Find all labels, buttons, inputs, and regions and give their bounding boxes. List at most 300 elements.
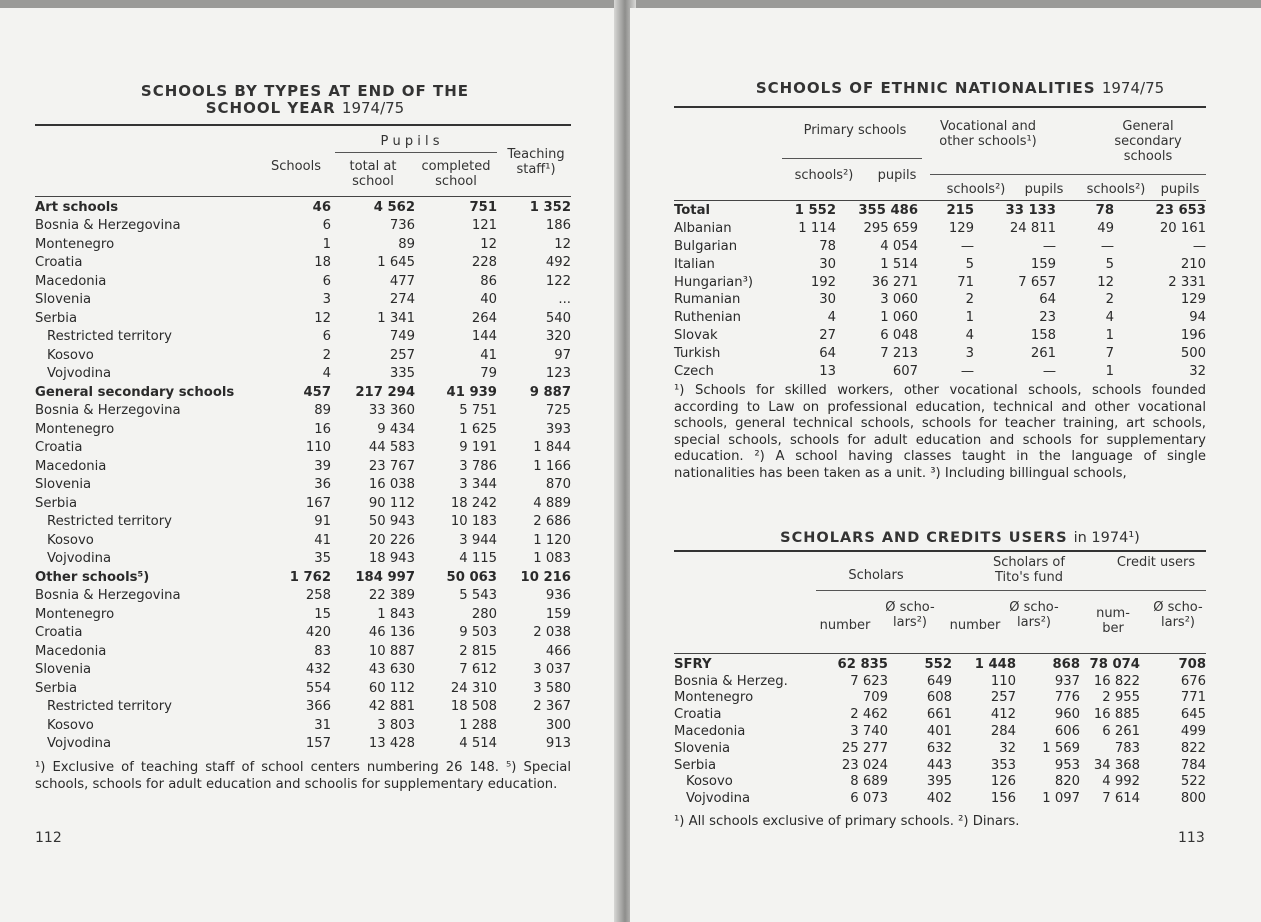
cell-value: 725	[545, 403, 571, 419]
cell-value: 9 191	[459, 440, 497, 456]
cell-value: 608	[926, 690, 952, 706]
cell-value: 284	[990, 724, 1016, 740]
cell-value: 32	[1189, 363, 1206, 379]
cell-value: 24 310	[450, 680, 497, 696]
row-label: Vojvodina	[686, 791, 751, 807]
row-label: Serbia	[35, 495, 78, 511]
cell-value: ...	[558, 292, 571, 308]
header-credit: Credit users	[1116, 555, 1196, 570]
cell-value: 36 271	[871, 274, 918, 290]
table-row	[35, 661, 571, 680]
row-label: Hungarian³)	[674, 274, 754, 290]
header-general-schools: schools²)	[1086, 182, 1146, 197]
cell-value: —	[1192, 238, 1206, 254]
cell-value: 776	[1054, 690, 1080, 706]
sub-header-line	[930, 174, 1206, 175]
cell-value: 78	[819, 238, 836, 254]
row-label: Montenegro	[35, 236, 115, 252]
cell-value: 3	[965, 345, 974, 361]
cell-value: 7 623	[850, 673, 888, 689]
cell-value: 661	[926, 707, 952, 723]
cell-value: 50 063	[446, 569, 497, 585]
cell-value: 3 803	[377, 717, 415, 733]
row-label: Slovenia	[35, 477, 92, 493]
cell-value: 3 037	[533, 662, 571, 678]
cell-value: 4 889	[533, 495, 571, 511]
table-row	[35, 291, 571, 310]
cell-value: 83	[314, 643, 331, 659]
cell-value: 4 115	[459, 551, 497, 567]
header-number-2: number	[949, 618, 1001, 633]
cell-value: 44 583	[368, 440, 415, 456]
cell-value: 31	[314, 717, 331, 733]
cell-value: 40	[480, 292, 497, 308]
pupils-header-line	[335, 152, 497, 153]
cell-value: 89	[398, 236, 415, 252]
table-row	[674, 690, 1206, 707]
cell-value: 16 038	[368, 477, 415, 493]
left-footnote: ¹) Exclusive of teaching staff of school centers numbering 26 148. ⁵) Special schools, schools for adult education and schoolis for supplementary education.	[35, 760, 571, 792]
cell-value: 64	[819, 345, 836, 361]
scholars-header-line	[816, 590, 1206, 591]
cell-value: 1 166	[533, 458, 571, 474]
right-footnote2: ¹) All schools exclusive of primary schools. ²) Dinars.	[674, 814, 1020, 829]
cell-value: 16 885	[1093, 707, 1140, 723]
cell-value: 466	[545, 643, 571, 659]
row-label: Serbia	[35, 310, 78, 326]
cell-value: 94	[1189, 310, 1206, 326]
cell-value: 34 368	[1093, 757, 1140, 773]
row-label: Kosovo	[47, 347, 94, 363]
cell-value: 1 448	[974, 656, 1016, 672]
header-number-3: num-ber	[1096, 606, 1130, 636]
table-row	[35, 254, 571, 273]
cell-value: 913	[545, 736, 571, 752]
cell-value: 184 997	[355, 569, 415, 585]
cell-value: 62 835	[837, 656, 888, 672]
cell-value: 1 645	[377, 255, 415, 271]
cell-value: 1 083	[533, 551, 571, 567]
table-row	[35, 272, 571, 291]
row-label: Slovenia	[35, 292, 92, 308]
cell-value: 90 112	[368, 495, 415, 511]
row-label: Vojvodina	[47, 366, 112, 382]
right-header-rule2	[674, 653, 1206, 654]
cell-value: 217 294	[355, 384, 415, 400]
row-label: Bosnia & Herzeg.	[674, 673, 788, 689]
cell-value: 953	[1054, 757, 1080, 773]
cell-value: 1	[322, 236, 331, 252]
cell-value: 5 543	[459, 588, 497, 604]
cell-value: 1 625	[459, 421, 497, 437]
cell-value: 6 048	[880, 327, 918, 343]
row-label: Bulgarian	[674, 238, 738, 254]
header-general-pupils: pupils	[1160, 182, 1200, 197]
cell-value: 49	[1097, 221, 1114, 237]
cell-value: 412	[990, 707, 1016, 723]
cell-value: 800	[1180, 791, 1206, 807]
header-tito: Scholars of Tito's fund	[993, 555, 1065, 585]
cell-value: 91	[314, 514, 331, 530]
cell-value: 1 552	[794, 203, 836, 219]
cell-value: 7	[1105, 345, 1114, 361]
cell-value: 402	[926, 791, 952, 807]
header-vocational-pupils: pupils	[1024, 182, 1064, 197]
cell-value: 23	[1039, 310, 1056, 326]
row-label: Slovenia	[35, 662, 92, 678]
left-table	[35, 198, 571, 753]
cell-value: 129	[948, 221, 974, 237]
cell-value: 33 133	[1005, 203, 1056, 219]
cell-value: 110	[990, 673, 1016, 689]
table-row	[674, 255, 1206, 273]
cell-value: 2 331	[1168, 274, 1206, 290]
cell-value: 443	[926, 757, 952, 773]
cell-value: 1 762	[289, 569, 331, 585]
right-header-rule	[674, 200, 1206, 201]
cell-value: 210	[1180, 256, 1206, 272]
row-label: Italian	[674, 256, 715, 272]
cell-value: 30	[819, 256, 836, 272]
header-ash-3: Ø scho-lars²)	[1153, 600, 1203, 630]
table-row	[674, 291, 1206, 309]
right-title2-text: SCHOLARS AND CREDITS USERS	[780, 530, 1068, 546]
table-row	[674, 273, 1206, 291]
right-title	[690, 80, 1230, 97]
cell-value: —	[1042, 363, 1056, 379]
cell-value: 32	[999, 740, 1016, 756]
cell-value: 477	[389, 273, 415, 289]
table-row	[35, 309, 571, 328]
row-label: Other schools⁵)	[35, 569, 150, 585]
cell-value: 522	[1180, 774, 1206, 790]
cell-value: 1 097	[1042, 791, 1080, 807]
cell-value: 784	[1180, 757, 1206, 773]
cell-value: 36	[314, 477, 331, 493]
cell-value: 6 073	[850, 791, 888, 807]
table-row	[35, 494, 571, 513]
cell-value: 645	[1180, 707, 1206, 723]
cell-value: 295 659	[863, 221, 918, 237]
cell-value: 7 213	[880, 345, 918, 361]
cell-value: 192	[810, 274, 836, 290]
col-header-schools: Schools	[271, 159, 321, 174]
cell-value: 749	[389, 329, 415, 345]
cell-value: —	[960, 363, 974, 379]
cell-value: 771	[1180, 690, 1206, 706]
cell-value: —	[1042, 238, 1056, 254]
cell-value: 2 686	[533, 514, 571, 530]
cell-value: 1 120	[533, 532, 571, 548]
left-top-rule	[35, 124, 571, 126]
cell-value: 5 751	[459, 403, 497, 419]
cell-value: 552	[924, 656, 952, 672]
cell-value: 3	[322, 292, 331, 308]
row-label: Croatia	[35, 255, 83, 271]
cell-value: 30	[819, 292, 836, 308]
cell-value: 2	[1105, 292, 1114, 308]
cell-value: 27	[819, 327, 836, 343]
table-row	[674, 723, 1206, 740]
cell-value: 607	[892, 363, 918, 379]
table-row	[35, 735, 571, 754]
cell-value: 7 657	[1018, 274, 1056, 290]
cell-value: 4 054	[880, 238, 918, 254]
cell-value: 9 434	[377, 421, 415, 437]
header-primary-schools: schools²)	[794, 168, 854, 183]
cell-value: 71	[957, 274, 974, 290]
right-page-number: 113	[1178, 830, 1205, 846]
cell-value: 79	[480, 366, 497, 382]
cell-value: 22 389	[368, 588, 415, 604]
row-label: Czech	[674, 363, 714, 379]
header-primary: Primary schools	[803, 123, 907, 138]
cell-value: 4	[1105, 310, 1114, 326]
right-top-rule2	[674, 550, 1206, 552]
cell-value: 457	[303, 384, 331, 400]
cell-value: 167	[305, 495, 331, 511]
cell-value: 23 767	[368, 458, 415, 474]
cell-value: 89	[314, 403, 331, 419]
row-label: Kosovo	[47, 717, 94, 733]
cell-value: 258	[305, 588, 331, 604]
cell-value: 353	[990, 757, 1016, 773]
cell-value: 1 514	[880, 256, 918, 272]
row-label: Vojvodina	[47, 736, 112, 752]
table-row	[35, 531, 571, 550]
cell-value: 4	[965, 327, 974, 343]
cell-value: 42 881	[368, 699, 415, 715]
cell-value: 16 822	[1093, 673, 1140, 689]
cell-value: 8 689	[850, 774, 888, 790]
cell-value: 15	[314, 606, 331, 622]
row-label: Montenegro	[35, 606, 115, 622]
table-row	[35, 605, 571, 624]
cell-value: 2 815	[459, 643, 497, 659]
table-row	[674, 656, 1206, 673]
cell-value: 3 740	[850, 724, 888, 740]
table-row	[674, 673, 1206, 690]
row-label: Ruthenian	[674, 310, 742, 326]
cell-value: 41	[314, 532, 331, 548]
col-header-completed: completed school	[421, 159, 491, 189]
cell-value: 43 630	[368, 662, 415, 678]
cell-value: 4	[322, 366, 331, 382]
table-row	[674, 238, 1206, 256]
header-vocational-schools: schools²)	[946, 182, 1006, 197]
scholars-table	[674, 656, 1206, 807]
table-row	[35, 402, 571, 421]
cell-value: 709	[862, 690, 888, 706]
cell-value: 274	[389, 292, 415, 308]
cell-value: 395	[926, 774, 952, 790]
cell-value: 35	[314, 551, 331, 567]
table-row	[674, 790, 1206, 807]
row-label: General secondary schools	[35, 384, 235, 400]
cell-value: 46 136	[368, 625, 415, 641]
cell-value: 1 341	[377, 310, 415, 326]
cell-value: 23 024	[841, 757, 888, 773]
col-header-pupils: P u p i l s	[380, 134, 440, 149]
table-row	[35, 457, 571, 476]
cell-value: 23 653	[1155, 203, 1206, 219]
cell-value: 420	[305, 625, 331, 641]
cell-value: 257	[389, 347, 415, 363]
row-label: Serbia	[674, 757, 717, 773]
cell-value: 3 580	[533, 680, 571, 696]
cell-value: 123	[545, 366, 571, 382]
cell-value: 13 428	[368, 736, 415, 752]
cell-value: 1 843	[377, 606, 415, 622]
cell-value: 39	[314, 458, 331, 474]
right-page	[630, 8, 1261, 922]
table-row	[35, 235, 571, 254]
cell-value: 228	[471, 255, 497, 271]
row-label: Bosnia & Herzegovina	[35, 218, 181, 234]
row-label: Total	[674, 203, 711, 219]
table-row	[674, 309, 1206, 327]
row-label: Restricted territory	[47, 514, 172, 530]
row-label: Slovak	[674, 327, 718, 343]
cell-value: 60 112	[368, 680, 415, 696]
cell-value: 1 569	[1042, 740, 1080, 756]
table-row	[35, 198, 571, 217]
primary-header-line	[782, 158, 922, 159]
cell-value: 868	[1052, 656, 1080, 672]
cell-value: 10 887	[368, 643, 415, 659]
cell-value: 937	[1054, 673, 1080, 689]
header-primary-pupils: pupils	[877, 168, 917, 183]
table-row	[35, 550, 571, 569]
row-label: Vojvodina	[47, 551, 112, 567]
cell-value: —	[960, 238, 974, 254]
cell-value: 320	[545, 329, 571, 345]
right-title2	[690, 530, 1230, 547]
cell-value: 24 811	[1009, 221, 1056, 237]
row-label: Albanian	[674, 221, 732, 237]
table-row	[35, 420, 571, 439]
cell-value: 2 038	[533, 625, 571, 641]
cell-value: 632	[926, 740, 952, 756]
cell-value: 20 161	[1159, 221, 1206, 237]
left-page-number: 112	[35, 830, 62, 846]
cell-value: 12	[480, 236, 497, 252]
row-label: Bosnia & Herzegovina	[35, 588, 181, 604]
cell-value: 110	[305, 440, 331, 456]
cell-value: 335	[389, 366, 415, 382]
cell-value: 540	[545, 310, 571, 326]
cell-value: 144	[471, 329, 497, 345]
cell-value: 156	[990, 791, 1016, 807]
cell-value: 2 367	[533, 699, 571, 715]
col-header-teaching: Teaching staff¹)	[507, 147, 565, 177]
cell-value: 12	[554, 236, 571, 252]
cell-value: 1	[1105, 327, 1114, 343]
table-row	[35, 383, 571, 402]
table-row	[35, 346, 571, 365]
cell-value: 10 216	[520, 569, 571, 585]
table-row	[674, 706, 1206, 723]
right-title2-year: in 1974¹)	[1073, 530, 1140, 546]
cell-value: 12	[314, 310, 331, 326]
cell-value: 393	[545, 421, 571, 437]
cell-value: 6	[322, 218, 331, 234]
cell-value: 3 944	[459, 532, 497, 548]
table-row	[35, 476, 571, 495]
table-row	[674, 757, 1206, 774]
cell-value: 97	[554, 347, 571, 363]
cell-value: 1 844	[533, 440, 571, 456]
row-label: Macedonia	[35, 643, 107, 659]
row-label: Macedonia	[35, 273, 107, 289]
cell-value: 10 183	[450, 514, 497, 530]
table-row	[35, 679, 571, 698]
cell-value: 649	[926, 673, 952, 689]
cell-value: 41 939	[446, 384, 497, 400]
cell-value: 13	[819, 363, 836, 379]
cell-value: 33 360	[368, 403, 415, 419]
cell-value: 870	[545, 477, 571, 493]
cell-value: 6	[322, 273, 331, 289]
cell-value: 820	[1054, 774, 1080, 790]
cell-value: 1	[965, 310, 974, 326]
cell-value: 157	[305, 736, 331, 752]
left-header-rule	[35, 196, 571, 197]
header-ash-1: Ø scho-lars²)	[885, 600, 935, 630]
cell-value: 18 508	[450, 699, 497, 715]
row-label: Art schools	[35, 199, 119, 215]
table-row	[35, 439, 571, 458]
row-label: Restricted territory	[47, 699, 172, 715]
cell-value: 6 261	[1102, 724, 1140, 740]
cell-value: 708	[1178, 656, 1206, 672]
table-row	[35, 568, 571, 587]
cell-value: 1 352	[529, 199, 571, 215]
cell-value: 4 992	[1102, 774, 1140, 790]
row-label: Macedonia	[674, 724, 746, 740]
left-title	[70, 83, 540, 117]
table-row	[35, 328, 571, 347]
cell-value: 18	[314, 255, 331, 271]
row-label: Turkish	[674, 345, 721, 361]
cell-value: 7 612	[459, 662, 497, 678]
cell-value: 3 786	[459, 458, 497, 474]
header-vocational: Vocational and other schools¹)	[939, 119, 1037, 149]
cell-value: 499	[1180, 724, 1206, 740]
ethnic-table	[674, 202, 1206, 380]
cell-value: 5	[1105, 256, 1114, 272]
table-row	[674, 362, 1206, 380]
cell-value: 783	[1114, 740, 1140, 756]
cell-value: 3 060	[880, 292, 918, 308]
row-label: Restricted territory	[47, 329, 172, 345]
cell-value: 1 060	[880, 310, 918, 326]
cell-value: 3 344	[459, 477, 497, 493]
cell-value: 5	[965, 256, 974, 272]
cell-value: 822	[1180, 740, 1206, 756]
cell-value: 122	[545, 273, 571, 289]
cell-value: 2 462	[850, 707, 888, 723]
cell-value: 16	[314, 421, 331, 437]
left-title-line2: SCHOOL YEAR	[205, 99, 336, 117]
cell-value: 261	[1030, 345, 1056, 361]
cell-value: 129	[1180, 292, 1206, 308]
cell-value: 751	[469, 199, 497, 215]
cell-value: 7 614	[1102, 791, 1140, 807]
row-label: SFRY	[674, 656, 712, 672]
row-label: Montenegro	[674, 690, 754, 706]
header-general: General secondary schools	[1114, 119, 1182, 164]
